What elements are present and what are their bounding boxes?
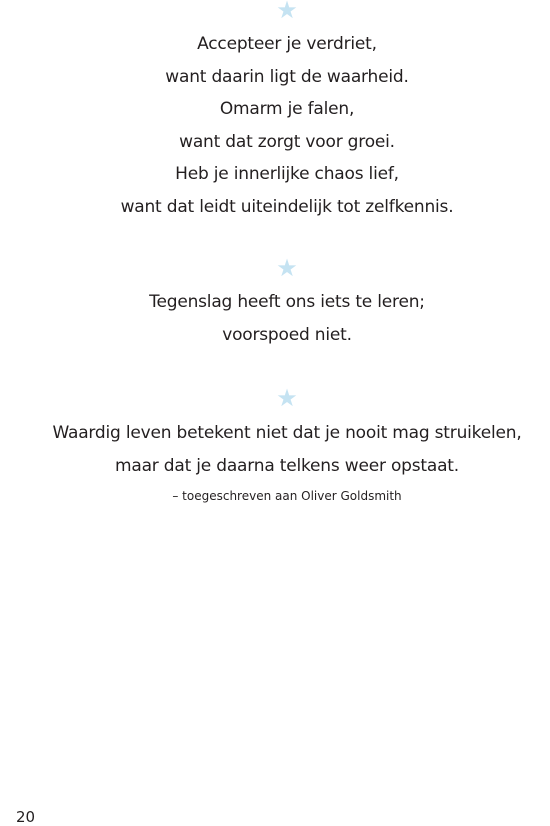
quote-line: maar dat je daarna telkens weer opstaat. xyxy=(115,455,459,476)
quote-line: Omarm je falen, xyxy=(219,99,355,119)
quote-line: want daarin ligt de waarheid. xyxy=(165,66,409,87)
quote-line: Waardig leven betekent niet dat je nooit mag struikelen, xyxy=(52,423,522,443)
quote-line: Heb je innerlijke chaos lief, xyxy=(175,164,399,184)
star-icon: ★ xyxy=(276,384,298,412)
quote-attribution: – toegeschreven aan Oliver Goldsmith xyxy=(172,489,402,503)
quote-block-1 xyxy=(12,28,550,223)
quote-block-3 xyxy=(12,417,550,482)
star-icon: ★ xyxy=(276,0,298,24)
quote-line: want dat leidt uiteindelijk tot zelfkennis. xyxy=(120,196,454,217)
star-icon: ★ xyxy=(276,254,298,282)
page-number: 20 xyxy=(16,808,36,826)
quote-line: Accepteer je verdriet, xyxy=(197,34,377,54)
quote-line: voorspoed niet. xyxy=(222,324,352,345)
quote-line: Tegenslag heeft ons iets te leren; xyxy=(149,292,425,312)
quote-line: want dat zorgt voor groei. xyxy=(179,131,395,152)
quote-block-2 xyxy=(12,286,550,351)
